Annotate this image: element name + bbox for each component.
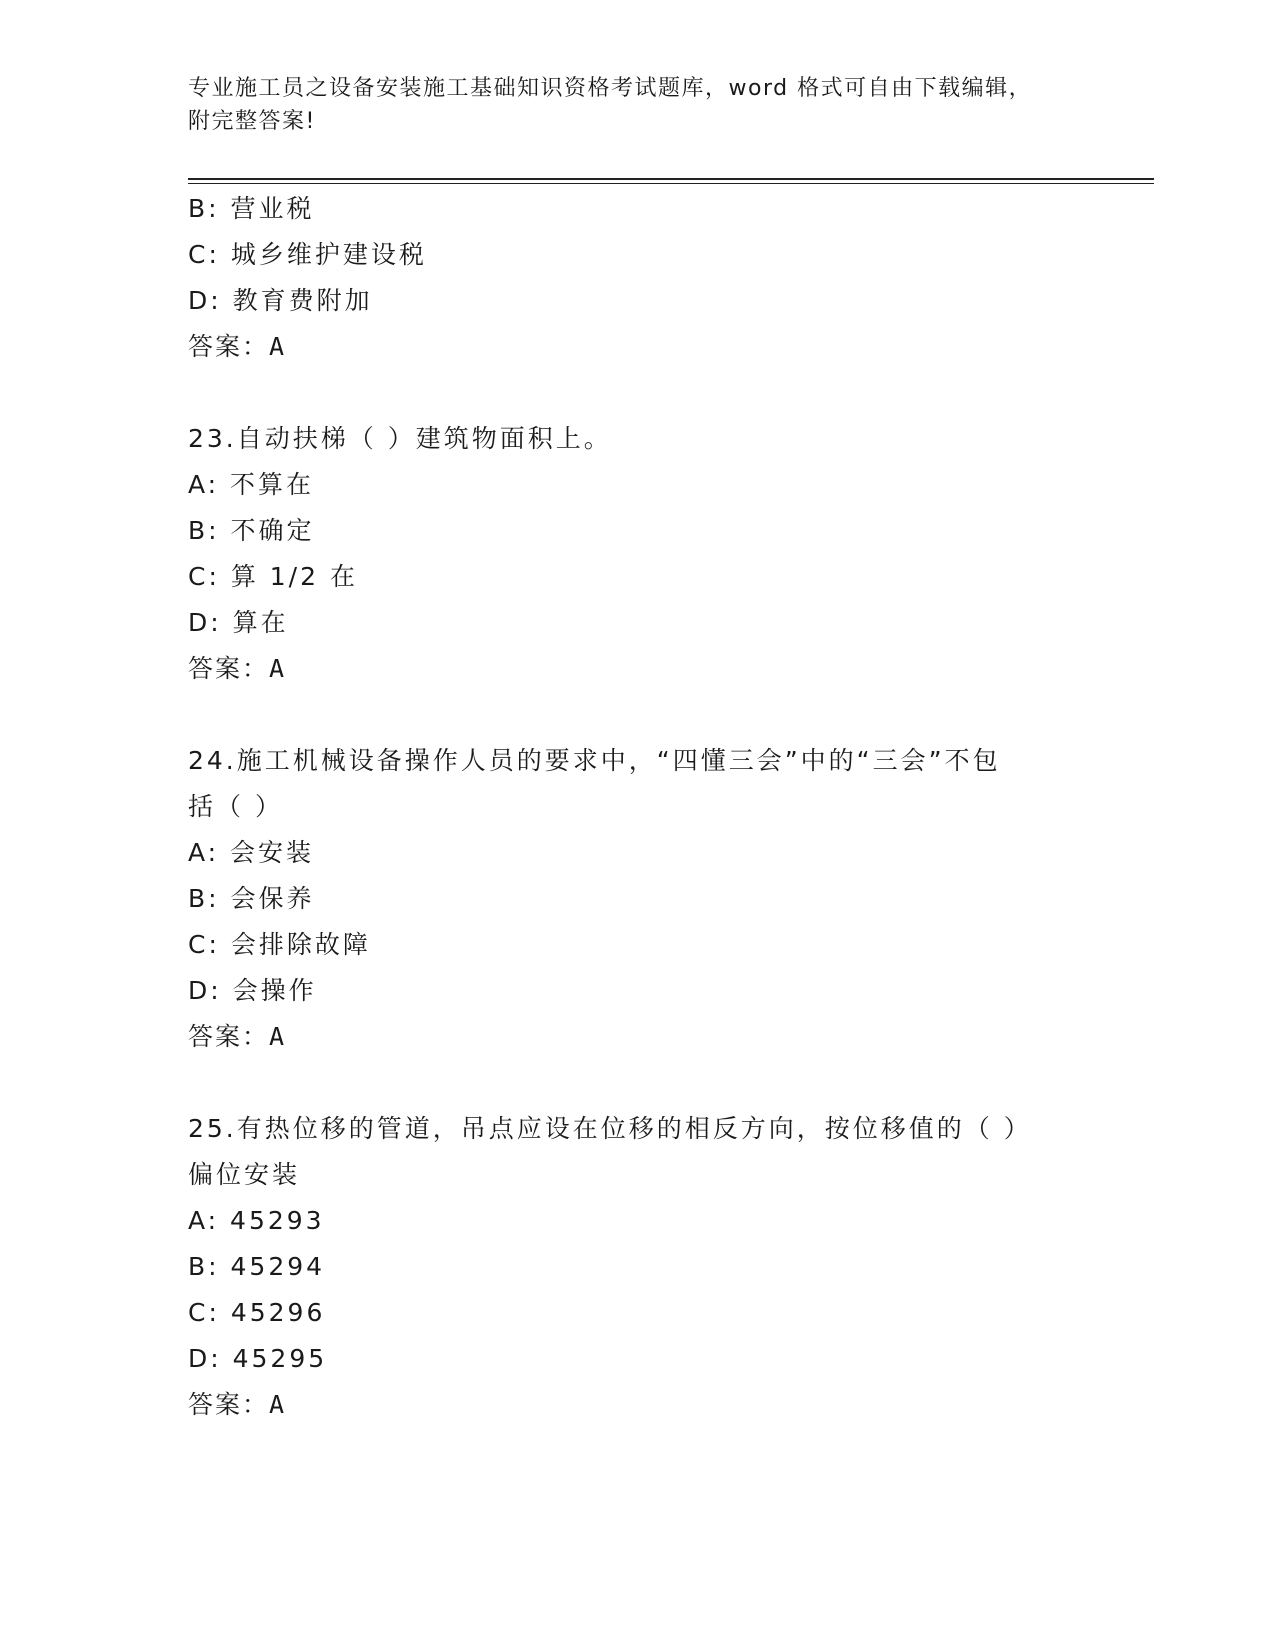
answer-label: 答案： bbox=[188, 1022, 270, 1051]
question-stem-line-2: 括（ ） bbox=[188, 792, 283, 821]
question-23 bbox=[188, 416, 1068, 692]
question-24 bbox=[188, 738, 1068, 1060]
answer-label: 答案： bbox=[188, 1390, 270, 1419]
header-line-1: 专业施工员之设备安装施工基础知识资格考试题库，word 格式可自由下载编辑， bbox=[188, 76, 1033, 101]
option-c: C: 城乡维护建设税 bbox=[188, 240, 427, 269]
question-stem-line-1: 24.施工机械设备操作人员的要求中，“四懂三会”中的“三会”不包 bbox=[188, 746, 1001, 775]
answer-label: 答案： bbox=[188, 654, 270, 683]
spacer bbox=[188, 370, 1068, 416]
question-stem: 23.自动扶梯（ ）建筑物面积上。 bbox=[188, 424, 612, 453]
option-d: D: 会操作 bbox=[188, 976, 317, 1005]
question-stem-line-2: 偏位安装 bbox=[188, 1160, 301, 1189]
option-c: C: 会排除故障 bbox=[188, 930, 371, 959]
header-divider-thick bbox=[188, 178, 1154, 180]
option-a: A: 45293 bbox=[188, 1206, 325, 1235]
spacer bbox=[188, 1060, 1068, 1106]
option-b: B: 45294 bbox=[188, 1252, 326, 1281]
answer-value: A bbox=[269, 1022, 287, 1051]
answer-label: 答案： bbox=[188, 332, 270, 361]
question-stem-line-1: 25.有热位移的管道，吊点应设在位移的相反方向，按位移值的（ ） bbox=[188, 1114, 1032, 1143]
document-header bbox=[188, 72, 1068, 138]
question-list bbox=[188, 186, 1068, 1428]
option-d: D: 算在 bbox=[188, 608, 289, 637]
header-divider-thin bbox=[188, 183, 1154, 184]
option-c: C: 算 1/2 在 bbox=[188, 562, 358, 591]
option-a: A: 不算在 bbox=[188, 470, 315, 499]
answer-line bbox=[188, 646, 1068, 692]
option-b: B: 营业税 bbox=[188, 194, 315, 223]
answer-value: A bbox=[269, 332, 287, 361]
spacer bbox=[188, 692, 1068, 738]
option-b: B: 不确定 bbox=[188, 516, 315, 545]
question-22-continued bbox=[188, 186, 1068, 370]
option-c: C: 45296 bbox=[188, 1298, 326, 1327]
answer-line bbox=[188, 324, 1068, 370]
header-line-2: 附完整答案! bbox=[188, 109, 316, 134]
option-b: B: 会保养 bbox=[188, 884, 315, 913]
option-a: A: 会安装 bbox=[188, 838, 315, 867]
answer-line bbox=[188, 1382, 1068, 1428]
answer-value: A bbox=[269, 654, 287, 683]
question-25 bbox=[188, 1106, 1068, 1428]
answer-line bbox=[188, 1014, 1068, 1060]
option-d: D: 45295 bbox=[188, 1344, 328, 1373]
option-d: D: 教育费附加 bbox=[188, 286, 373, 315]
answer-value: A bbox=[269, 1390, 287, 1419]
